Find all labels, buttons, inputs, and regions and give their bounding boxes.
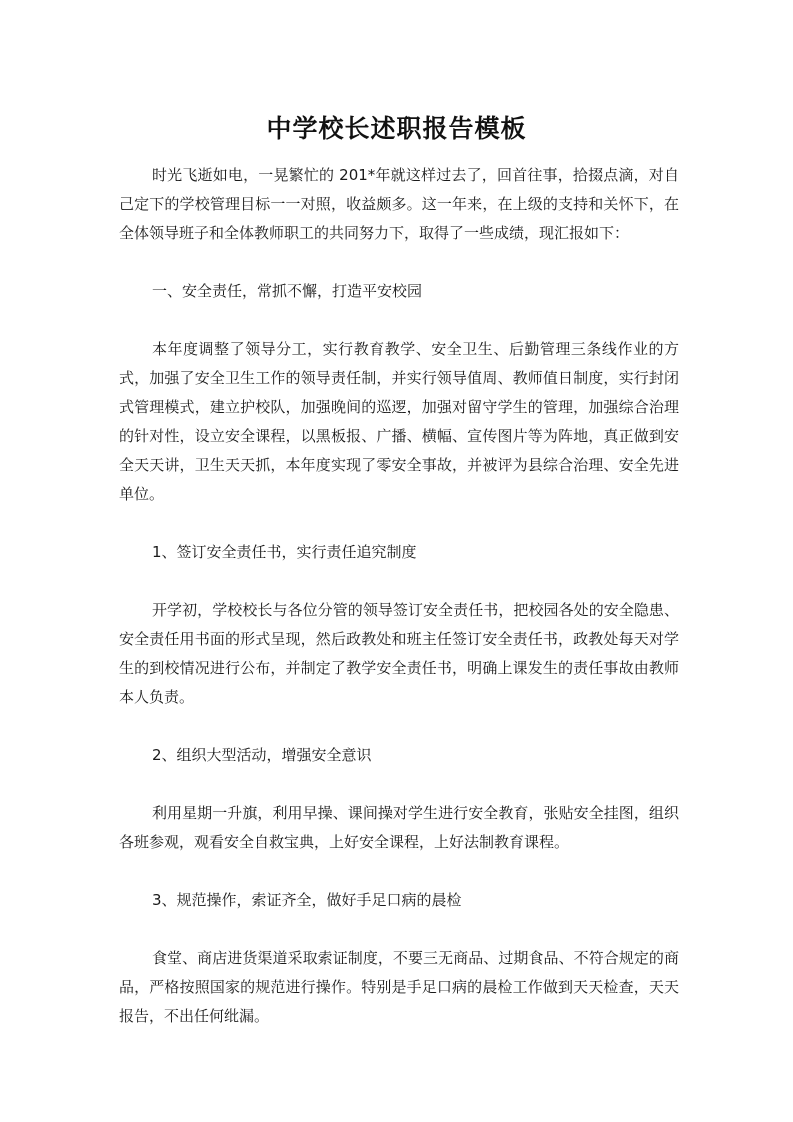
activities-paragraph: 利用星期一升旗，利用早操、课间操对学生进行安全教育，张贴安全挂图，组织各班参观，观看安全自救宝典，上好安全课程，上好法制教育课程。 [119, 804, 679, 851]
inspection-paragraph: 食堂、商店进货渠道采取索证制度，不要三无商品、过期食品、不符合规定的商品，严格按照国家的规范进行操作。特别是手足口病的晨检工作做到天天检查，天天报告，不出任何纰漏。 [119, 949, 679, 1025]
responsibility-paragraph: 开学初，学校校长与各位分管的领导签订安全责任书，把校园各处的安全隐患、安全责任用书面的形式呈现，然后政教处和班主任签订安全责任书，政教处每天对学生的到校情况进行公布，并制定了教学安全责任书，明确上课发生的责任事故由教师本人负责。 [119, 601, 679, 706]
intro-paragraph: 时光飞逝如电，一晃繁忙的 201*年就这样过去了，回首往事，拾掇点滴，对自己定下的学校管理目标一一对照，收益颇多。这一年来，在上级的支持和关怀下，在全体领导班子和全体教师职工的共同努力下，取得了一些成绩，现汇报如下： [119, 166, 679, 242]
subheading-responsibility: 1、签订安全责任书，实行责任追究制度 [152, 543, 417, 561]
subheading-activities: 2、组织大型活动，增强安全意识 [152, 746, 372, 764]
document-body [119, 161, 679, 1031]
document-title: 中学校长述职报告模板 [266, 114, 527, 143]
section-heading-safety: 一、安全责任，常抓不懈，打造平安校园 [152, 282, 423, 300]
safety-paragraph: 本年度调整了领导分工，实行教育教学、安全卫生、后勤管理三条线作业的方式，加强了安全卫生工作的领导责任制，并实行领导值周、教师值日制度，实行封闭式管理模式，建立护校队，加强晚间的巡逻，加强对留守学生的管理，加强综合治理的针对性，设立安全课程，以黑板报、广播、横幅、宣传图片等为阵地，真正做到安全天天讲，卫生天天抓，本年度实现了零安全事故，并被评为县综合治理、安全先进单位。 [119, 340, 679, 503]
subheading-inspection: 3、规范操作，索证齐全，做好手足口病的晨检 [152, 891, 462, 909]
